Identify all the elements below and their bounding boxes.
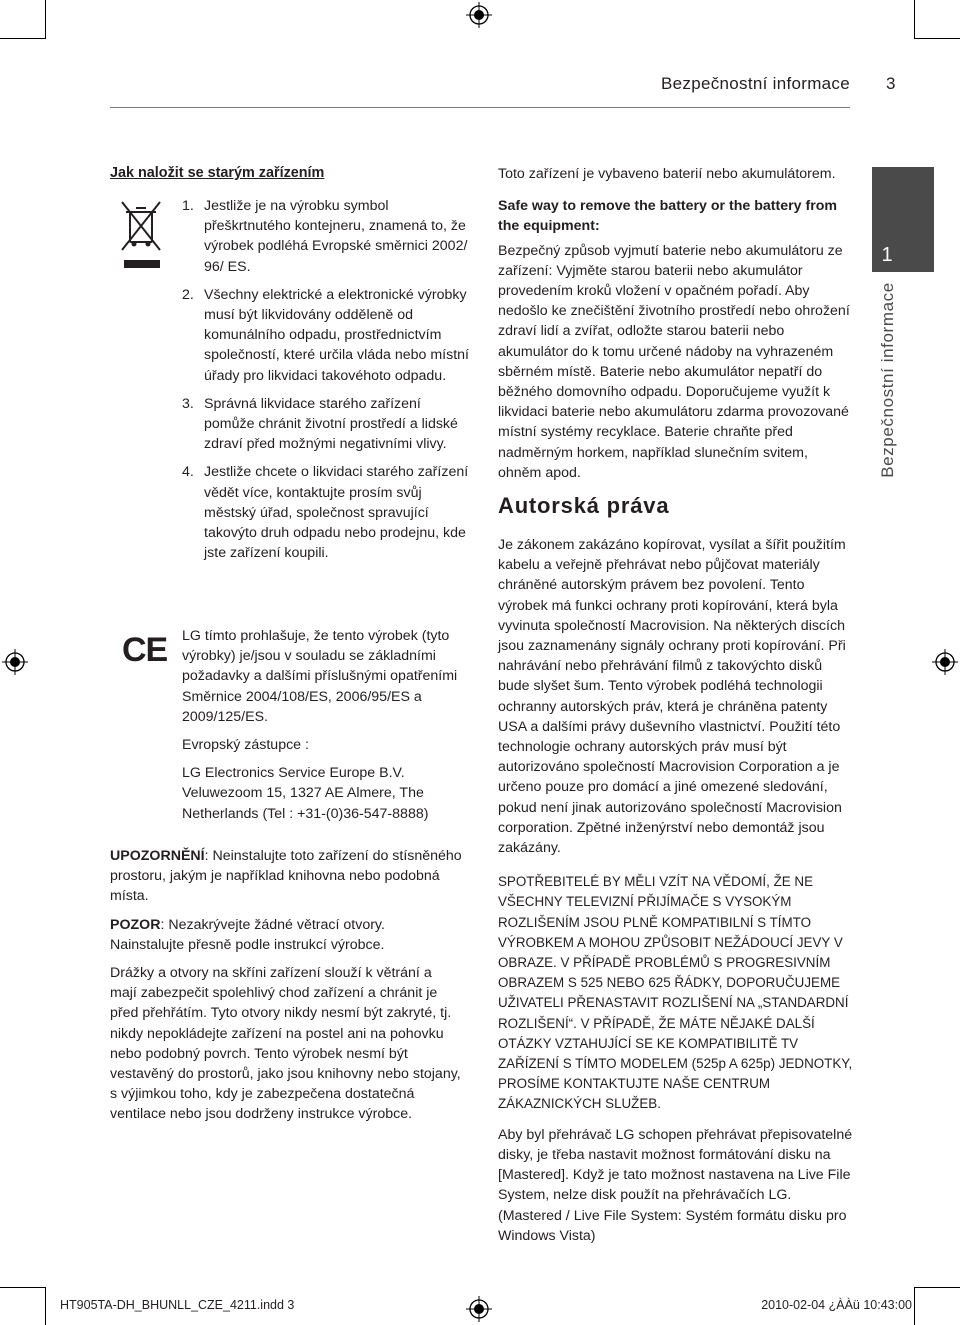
- registration-mark-icon: [2, 649, 28, 675]
- item-number: 1.: [182, 198, 194, 214]
- vents-paragraph: Drážky a otvory na skříni zařízení slouží k větrání a mají zabezpečit spolehlivý chod zařízení a chránit je před přehřátím. Tyto otvory nikdy nesmí být zakryté, tj. nikdy nepokládejte zařízení na postel ani na pohovku nebo podobný povrch. Tento výrobek nesmí být vestavěný do prostorů, jako jsou knihovny nebo stojany, s výjimkou toho, kdy je zabezpečena dostatečná ventilace nebo jsou dodrženy instrukce výrobce.: [110, 965, 461, 1123]
- crop-mark: [45, 1287, 46, 1325]
- copyright-paragraph-1: Je zákonem zakázáno kopírovat, vysílat a šířit použitím kabelu a veřejně přehrávat nebo půjčovat materiály chráněné autorským právem bez povolení. Tento výrobek má funkci ochrany proti kopírování, která byla vyvinuta společností Macrovision. Na některých discích jsou zaznamenány signály ochrany proti kopírování. Při nahrávání nebo přehrávání filmů z takovýchto disků bude slyšet šum. Tento výrobek podléhá technologii ochranny autorských práv, která je chráněna patenty USA a dalšími právy duševního vlastnictví. Použití této technologie ochrany autorských práv musí být autorizováno společností Macrovision Corporation a je určeno pouze pro domácí a jiné omezené sledování, pokud není jinak autorizováno společností Macrovision corporation. Zpětné inženýrství nebo demontáž jsou zakázány.: [498, 537, 846, 857]
- battery-intro: Toto zařízení je vybaveno baterií nebo akumulátorem.: [498, 166, 836, 182]
- list-item: [182, 394, 472, 455]
- crop-mark: [914, 1287, 915, 1325]
- crop-mark: [914, 38, 960, 39]
- chapter-side-label-text: Bezpečnostní informace: [878, 281, 897, 478]
- item-text: Jestliže je na výrobku symbol přeškrtnutého kontejneru, znamená to, že výrobek podléhá Evropské směrnici 2002/ 96/ ES.: [204, 198, 468, 275]
- item-text: Jestliže chcete o likvidaci starého zařízení vědět více, kontaktujte prosím svůj městský úřad, společnost spravující takovýto druh odpadu nebo prodejnu, kde jste zařízení koupili.: [204, 464, 469, 562]
- page-number: 3: [886, 74, 896, 93]
- ce-mark-logo: CE: [122, 631, 168, 669]
- chapter-number: 1: [881, 244, 893, 266]
- header-section-title: Bezpečnostní informace: [661, 74, 850, 93]
- upozorneni-paragraph: [110, 846, 462, 907]
- disposal-heading: Jak naložit se starým zařízením: [110, 165, 325, 181]
- ce-declaration: LG tímto prohlašuje, že tento výrobek (tyto výrobky) je/jsou v souladu se základními požadavky a dalšími příslušnými opatřeními Směrnice 2004/108/ES, 2006/95/ES a 2009/125/ES.: [182, 628, 458, 725]
- item-text: Správná likvidace starého zařízení pomůže chránit životní prostředí a lidské zdraví před možnými negativními vlivy.: [204, 395, 458, 453]
- list-item: [182, 462, 472, 563]
- crop-mark: [45, 0, 46, 38]
- registration-mark-icon: [466, 1296, 492, 1322]
- ce-rep-name: LG Electronics Service Europe B.V.: [182, 765, 405, 782]
- crop-mark: [0, 1287, 46, 1288]
- battery-text: Bezpečný způsob vyjmutí baterie nebo akumulátoru ze zařízení: Vyjměte starou baterii nebo akumulátor provedením kroků vložení v opačném pořadí. Aby nedošlo ke znečištění životního prostředí nebo ohrožení zdraví lidí a zvířat, odložte starou baterii nebo akumulátor do k tomu určené nádoby na vyhrazeném sběrném místě. Baterie nebo akumulátor nepatří do běžného domovního odpadu. Doporučujeme využít k likvidaci baterie nebo akumulátoru zdarma provozované místní systémy recyklace. Baterie chraňte před nadměrným horkem, například slunečním svitem, ohněm apod.: [498, 242, 850, 481]
- battery-block: [498, 164, 854, 483]
- footer-timestamp: 2010-02-04 ¿ÀÀü 10:43:00: [761, 1298, 912, 1312]
- crop-mark: [914, 1287, 960, 1288]
- pozor-paragraph: [110, 915, 462, 955]
- upozorneni-text: : Neinstalujte toto zařízení do stísněného prostoru, jakým je například knihovna nebo podobná místa.: [110, 848, 462, 905]
- disposal-list: [182, 196, 472, 571]
- item-number: 2.: [182, 286, 194, 303]
- crossed-bin-icon: [118, 198, 164, 272]
- ce-declaration-block: [182, 626, 472, 824]
- crop-mark: [914, 0, 915, 38]
- item-number: 3.: [182, 395, 194, 412]
- copyright-heading: Autorská práva: [498, 493, 670, 518]
- pozor-label: POZOR: [110, 916, 161, 933]
- item-number: 4.: [182, 464, 194, 481]
- registration-mark-icon: [932, 649, 958, 675]
- upozorneni-label: UPOZORNĚNÍ: [110, 848, 205, 864]
- copyright-paragraph-2: SPOTŘEBITELÉ BY MĚLI VZÍT NA VĚDOMÍ, ŽE NE VŠECHNY TELEVIZNÍ PŘIJÍMAČE S VYSOKÝM ROZLIŠENÍM JSOU PLNĚ KOMPATIBILNÍ S TÍMTO VÝROBKEM A MOHOU ZPŮSOBIT NEŽÁDOUCÍ JEVY V OBRAZE. V PŘÍPADĚ PROBLÉMŮ S PROGRESIVNÍM OBRAZEM S 525 NEBO 625 ŘÁDKY, DOPORUČUJEME UŽIVATELI PŘENASTAVIT ROZLIŠENÍ NA „STANDARDNÍ ROZLIŠENÍ“. V PŘÍPADĚ, ŽE MÁTE NĚJAKÉ DALŠÍ OTÁZKY VZTAHUJÍCÍ SE KE KOMPATIBILITĚ TV ZAŘÍZENÍ S TÍMTO MODELEM (525p A 625p) JEDNOTKY, PROSÍME KONTAKTUJTE NAŠE CENTRUM ZÁKAZNICKÝCH SLUŽEB.: [498, 874, 853, 1112]
- registration-mark-icon: [466, 2, 492, 28]
- ce-rep-label: Evropský zástupce :: [182, 737, 309, 754]
- header-rule: [110, 107, 850, 108]
- item-text: Všechny elektrické a elektronické výrobky musí být likvidovány odděleně od komunálního odpadu, prostřednictvím společností, které určila vláda nebo místní úřady pro likvidaci takovéhoto odpadu.: [204, 286, 469, 384]
- chapter-side-label: [872, 272, 904, 487]
- ce-rep-address: Veluwezoom 15, 1327 AE Almere, The Netherlands (Tel : +31-(0)36-547-8888): [182, 785, 429, 822]
- battery-heading: Safe way to remove the battery or the battery from the equipment:: [498, 198, 838, 235]
- pozor-text: : Nezakrývejte žádné větrací otvory. Nainstalujte přesně podle instrukcí výrobce.: [110, 916, 385, 953]
- copyright-block: [498, 535, 854, 1246]
- list-item: [182, 285, 472, 386]
- footer-file-name: HT905TA-DH_BHUNLL_CZE_4211.indd 3: [60, 1298, 295, 1312]
- crop-mark: [0, 38, 46, 39]
- copyright-paragraph-3: Aby byl přehrávač LG schopen přehrávat přepisovatelné disky, je třeba nastavit možnost formátování disku na [Mastered]. Když je tato možnost nastavena na Live File System, nelze disk použít na přehrávačích LG. (Mastered / Live File System: Systém formátu disku pro Windows Vista): [498, 1126, 853, 1244]
- list-item: [182, 196, 472, 277]
- warnings-block: [110, 846, 462, 1125]
